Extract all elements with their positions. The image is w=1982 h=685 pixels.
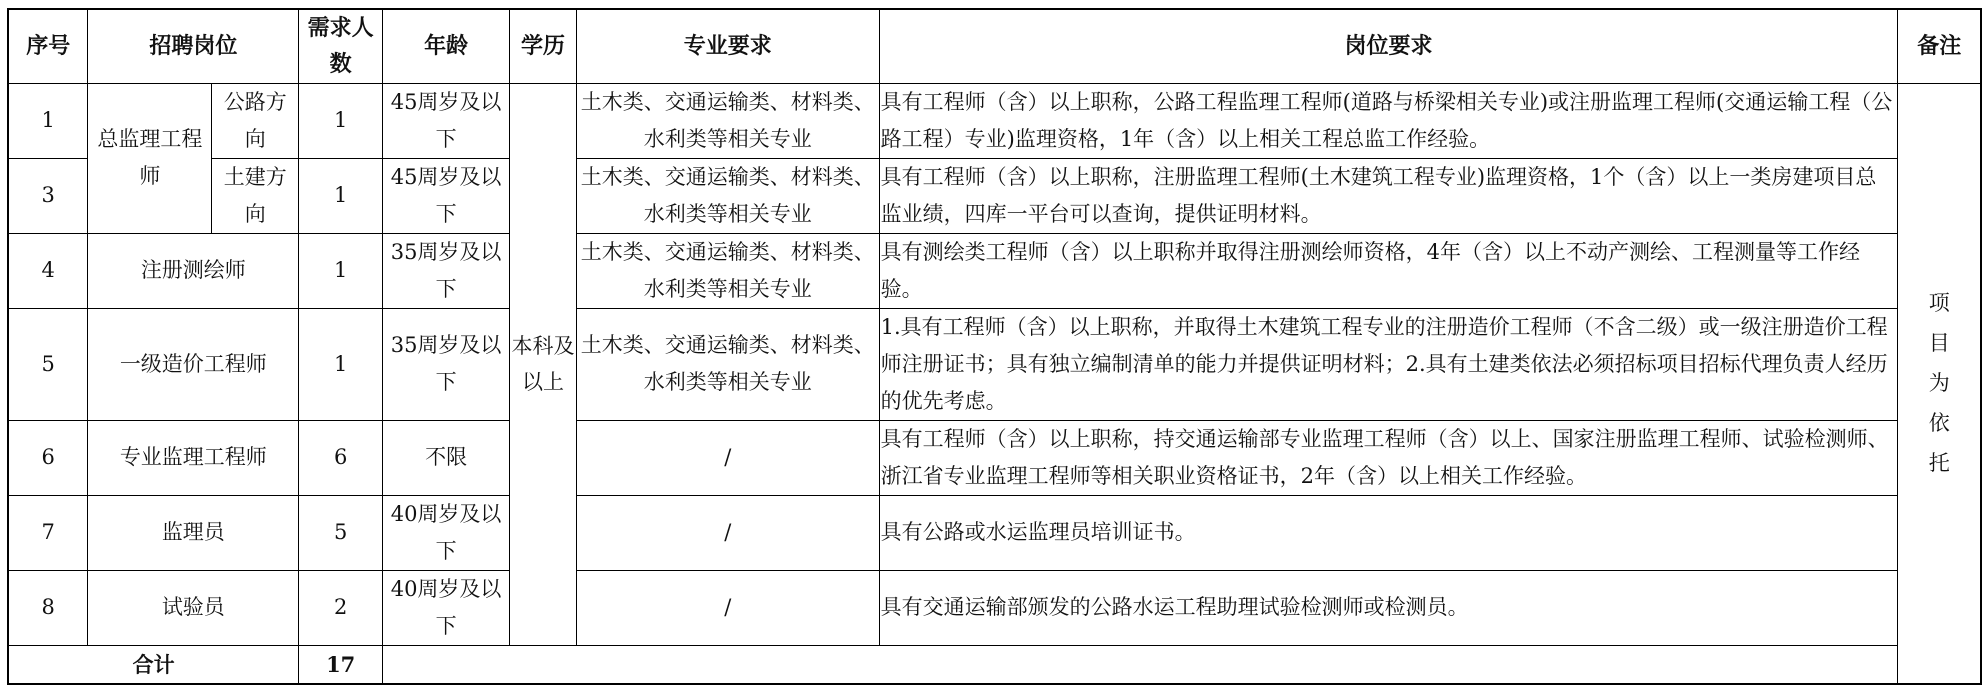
header-row bbox=[8, 9, 1981, 83]
table-row bbox=[8, 158, 1981, 233]
row-major: 土木类、交通运输类、材料类、水利类等相关专业 bbox=[576, 233, 879, 308]
total-count: 17 bbox=[299, 645, 383, 684]
total-empty bbox=[383, 645, 1898, 684]
row-index: 1 bbox=[8, 83, 88, 158]
recruitment-table bbox=[7, 8, 1982, 685]
header-major: 专业要求 bbox=[576, 9, 879, 83]
row-major: 土木类、交通运输类、材料类、水利类等相关专业 bbox=[576, 83, 879, 158]
row-age: 35周岁及以下 bbox=[383, 308, 510, 420]
row-position: 注册测绘师 bbox=[88, 233, 299, 308]
row-major: / bbox=[576, 420, 879, 495]
row-count: 5 bbox=[299, 495, 383, 570]
row-count: 1 bbox=[299, 158, 383, 233]
row-major: / bbox=[576, 495, 879, 570]
row-requirement: 具有公路或水运监理员培训证书。 bbox=[879, 495, 1898, 570]
row-age: 40周岁及以下 bbox=[383, 570, 510, 645]
row-index: 4 bbox=[8, 233, 88, 308]
header-notes: 备注 bbox=[1898, 9, 1981, 83]
row-age: 45周岁及以下 bbox=[383, 83, 510, 158]
row-major: 土木类、交通运输类、材料类、水利类等相关专业 bbox=[576, 308, 879, 420]
row-requirement: 具有工程师（含）以上职称，注册监理工程师(土木建筑工程专业)监理资格，1个（含）以上一类房建项目总监业绩，四库一平台可以查询，提供证明材料。 bbox=[879, 158, 1898, 233]
header-index: 序号 bbox=[8, 9, 88, 83]
position-chief-supervisor: 总监理工程师 bbox=[88, 83, 212, 233]
table-row bbox=[8, 83, 1981, 158]
education-cell: 本科及以上 bbox=[510, 83, 577, 645]
header-count: 需求人数 bbox=[299, 9, 383, 83]
row-major: 土木类、交通运输类、材料类、水利类等相关专业 bbox=[576, 158, 879, 233]
row-index: 3 bbox=[8, 158, 88, 233]
row-count: 1 bbox=[299, 233, 383, 308]
row-requirement: 具有工程师（含）以上职称，持交通运输部专业监理工程师（含）以上、国家注册监理工程师、试验检测师、浙江省专业监理工程师等相关职业资格证书，2年（含）以上相关工作经验。 bbox=[879, 420, 1898, 495]
row-position: 一级造价工程师 bbox=[88, 308, 299, 420]
row-index: 6 bbox=[8, 420, 88, 495]
row-count: 6 bbox=[299, 420, 383, 495]
table-row bbox=[8, 308, 1981, 420]
header-age: 年龄 bbox=[383, 9, 510, 83]
table-row bbox=[8, 570, 1981, 645]
table-row bbox=[8, 420, 1981, 495]
row-requirement: 1.具有工程师（含）以上职称，并取得土木建筑工程专业的注册造价工程师（不含二级）或一级注册造价工程师注册证书；具有独立编制清单的能力并提供证明材料；2.具有土建类依法必须招标项目招标代理负责人经历的优先考虑。 bbox=[879, 308, 1898, 420]
position-direction: 公路方向 bbox=[212, 83, 299, 158]
row-count: 1 bbox=[299, 308, 383, 420]
row-major: / bbox=[576, 570, 879, 645]
row-count: 1 bbox=[299, 83, 383, 158]
position-direction: 土建方向 bbox=[212, 158, 299, 233]
header-position: 招聘岗位 bbox=[88, 9, 299, 83]
table-row bbox=[8, 495, 1981, 570]
total-row bbox=[8, 645, 1981, 684]
row-position: 试验员 bbox=[88, 570, 299, 645]
row-age: 45周岁及以下 bbox=[383, 158, 510, 233]
row-index: 8 bbox=[8, 570, 88, 645]
row-position: 专业监理工程师 bbox=[88, 420, 299, 495]
header-requirements: 岗位要求 bbox=[879, 9, 1898, 83]
row-index: 5 bbox=[8, 308, 88, 420]
row-requirement: 具有交通运输部颁发的公路水运工程助理试验检测师或检测员。 bbox=[879, 570, 1898, 645]
row-age: 40周岁及以下 bbox=[383, 495, 510, 570]
row-position: 监理员 bbox=[88, 495, 299, 570]
notes-cell: 项目为依托 bbox=[1898, 83, 1981, 684]
row-age: 35周岁及以下 bbox=[383, 233, 510, 308]
total-label: 合计 bbox=[8, 645, 299, 684]
row-age: 不限 bbox=[383, 420, 510, 495]
row-index: 7 bbox=[8, 495, 88, 570]
table-row bbox=[8, 233, 1981, 308]
header-education: 学历 bbox=[510, 9, 577, 83]
row-requirement: 具有测绘类工程师（含）以上职称并取得注册测绘师资格，4年（含）以上不动产测绘、工程测量等工作经验。 bbox=[879, 233, 1898, 308]
row-requirement: 具有工程师（含）以上职称，公路工程监理工程师(道路与桥梁相关专业)或注册监理工程师(交通运输工程（公路工程）专业)监理资格，1年（含）以上相关工程总监工作经验。 bbox=[879, 83, 1898, 158]
row-count: 2 bbox=[299, 570, 383, 645]
